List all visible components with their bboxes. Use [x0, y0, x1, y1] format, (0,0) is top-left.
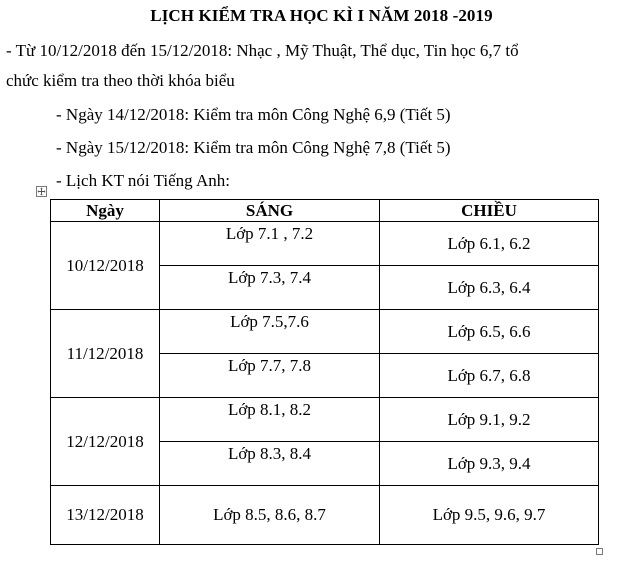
afternoon-cell: Lớp 6.7, 6.8 — [380, 354, 599, 398]
table-row — [51, 486, 599, 545]
header-morning: SÁNG — [160, 200, 380, 222]
morning-cell — [160, 398, 380, 442]
morning-cell — [160, 442, 380, 486]
header-afternoon: CHIỀU — [380, 200, 599, 222]
english-oral-exam-table — [50, 199, 599, 545]
table-resize-handle-icon[interactable] — [596, 548, 603, 555]
morning-cell — [160, 310, 380, 354]
table-row — [51, 222, 599, 266]
afternoon-cell: Lớp 6.3, 6.4 — [380, 266, 599, 310]
morning-classes: Lớp 7.7, 7.8 — [227, 356, 312, 375]
date-cell: 12/12/2018 — [51, 398, 160, 486]
afternoon-cell: Lớp 9.5, 9.6, 9.7 — [380, 486, 599, 545]
afternoon-cell: Lớp 6.5, 6.6 — [380, 310, 599, 354]
afternoon-cell: Lớp 9.3, 9.4 — [380, 442, 599, 486]
morning-classes: Lớp 8.1, 8.2 — [227, 400, 312, 419]
paragraph-english-heading: - Lịch KT nói Tiếng Anh: — [56, 171, 230, 190]
header-date: Ngày — [51, 200, 160, 222]
morning-classes: Lớp 8.3, 8.4 — [227, 444, 312, 463]
page-title: LỊCH KIỂM TRA HỌC KÌ I NĂM 2018 -2019 — [150, 6, 493, 25]
table-row — [51, 310, 599, 354]
date-cell: 10/12/2018 — [51, 222, 160, 310]
date-cell: 13/12/2018 — [51, 486, 160, 545]
morning-classes: Lớp 7.3, 7.4 — [227, 268, 312, 287]
table-row — [51, 398, 599, 442]
morning-cell — [160, 222, 380, 266]
morning-classes: Lớp 7.1 , 7.2 — [225, 224, 314, 243]
paragraph-tech-6-9: - Ngày 14/12/2018: Kiểm tra môn Công Nghệ 6,9 (Tiết 5) — [56, 105, 451, 124]
morning-cell — [160, 354, 380, 398]
table-move-handle-icon[interactable] — [36, 186, 47, 197]
paragraph-intro-cont: chức kiểm tra theo thời khóa biểu — [6, 71, 235, 90]
paragraph-tech-7-8: - Ngày 15/12/2018: Kiểm tra môn Công Nghệ 7,8 (Tiết 5) — [56, 138, 451, 157]
morning-cell: Lớp 8.5, 8.6, 8.7 — [160, 486, 380, 545]
date-cell: 11/12/2018 — [51, 310, 160, 398]
morning-classes: Lớp 7.5,7.6 — [230, 312, 309, 331]
table-header-row — [51, 200, 599, 222]
paragraph-intro: - Từ 10/12/2018 đến 15/12/2018: Nhạc , Mỹ Thuật, Thể dục, Tin học 6,7 tổ — [6, 41, 519, 60]
afternoon-cell: Lớp 9.1, 9.2 — [380, 398, 599, 442]
morning-cell — [160, 266, 380, 310]
afternoon-cell: Lớp 6.1, 6.2 — [380, 222, 599, 266]
